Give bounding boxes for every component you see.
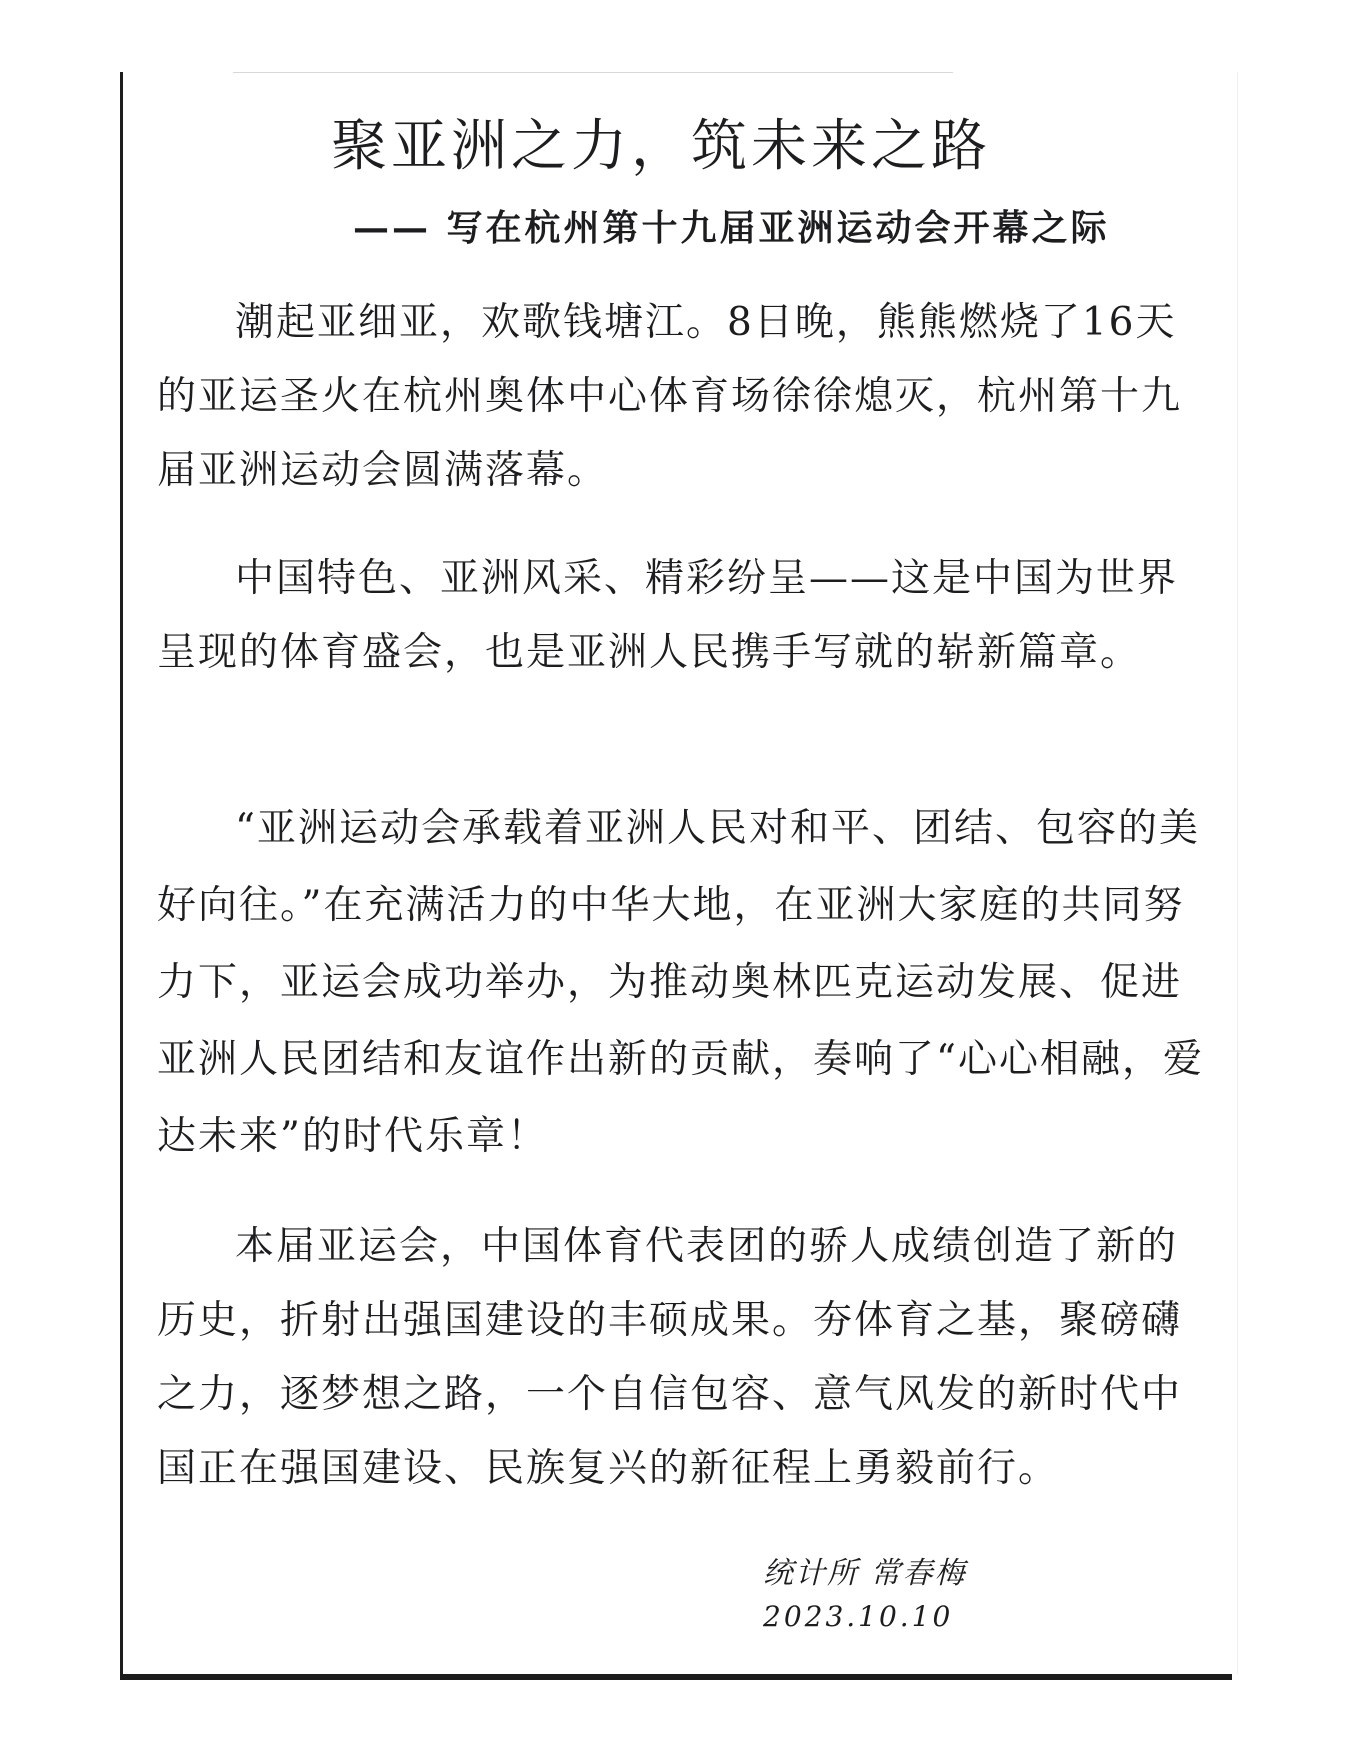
paragraph-2: 中国特色、亚洲风采、精彩纷呈——这是中国为世界呈现的体育盛会，也是亚洲人民携手写就的崭新篇章。	[157, 556, 1179, 675]
paragraph-4: 本届亚运会，中国体育代表团的骄人成绩创造了新的历史，折射出强国建设的丰硕成果。夯体育之基，聚磅礴之力，逐梦想之路，一个自信包容、意气风发的新时代中国正在强国建设、民族复兴的新征程上勇毅前行。	[157, 1224, 1183, 1491]
signature-date: 2023.10.10	[763, 1600, 954, 1633]
author-signature: 统计所 常春梅	[763, 1556, 967, 1591]
top-divider	[233, 72, 953, 73]
paragraph-3: “亚洲运动会承载着亚洲人民对和平、团结、包容的美好向往。”在充满活力的中华大地，在亚洲大家庭的共同努力下，亚运会成功举办，为推动奥林匹克运动发展、促进亚洲人民团结和友谊作出新的贡献，奏响了“心心相融，爱达未来”的时代乐章！	[157, 806, 1204, 1159]
handwritten-page	[120, 72, 1232, 1680]
essay-subtitle: —— 写在杭州第十九届亚洲运动会开幕之际	[353, 207, 1110, 249]
essay-title: 聚亚洲之力，筑未来之路	[331, 114, 991, 179]
right-edge	[1237, 72, 1238, 1674]
paragraph-1: 潮起亚细亚，欢歌钱塘江。8日晚，熊熊燃烧了16天的亚运圣火在杭州奥体中心体育场徐徐熄灭，杭州第十九届亚洲运动会圆满落幕。	[157, 300, 1183, 493]
